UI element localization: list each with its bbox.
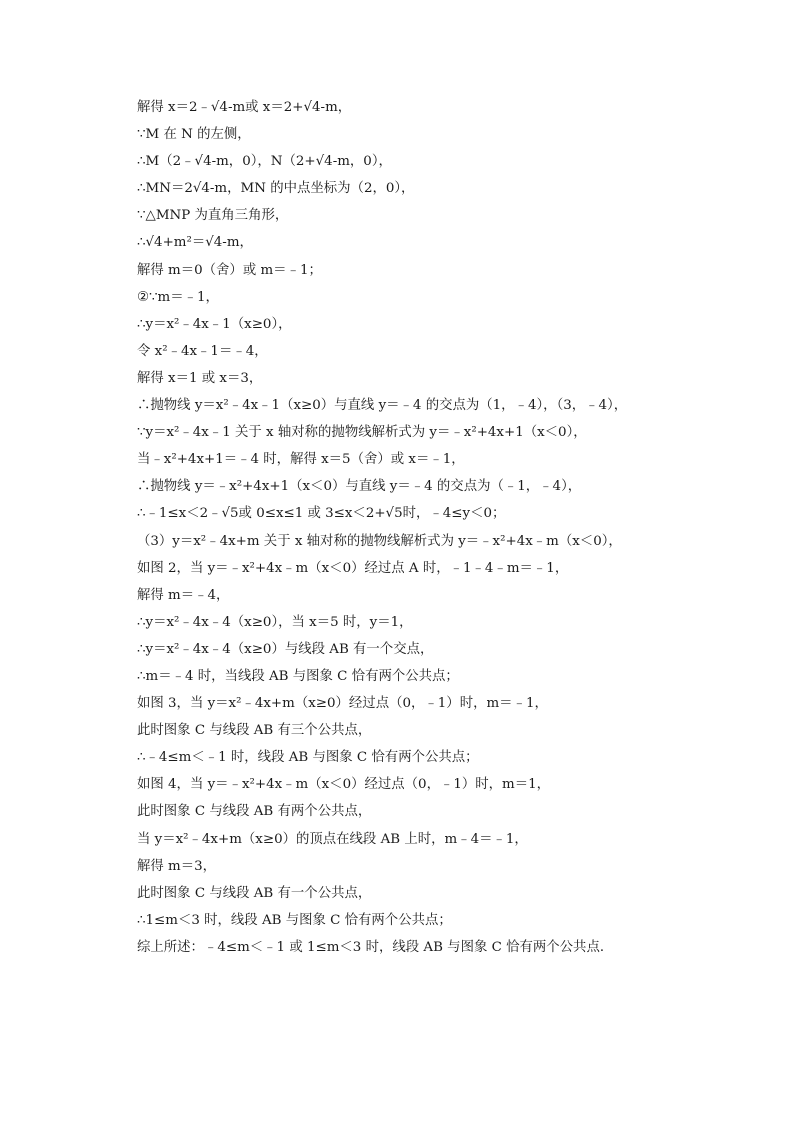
text-line: 令 x²﹣4x﹣1＝﹣4， xyxy=(137,343,268,359)
text-line: 如图 2，当 y＝﹣x²+4x﹣m（x＜0）经过点 A 时，﹣1﹣4﹣m＝﹣1， xyxy=(137,560,569,576)
text-line: 解得 x＝2﹣√4-m或 x＝2+√4-m， xyxy=(137,100,352,115)
text-line: ∴M（2﹣√4-m，0），N（2+√4-m，0）， xyxy=(137,154,392,170)
text-line: 此时图象 C 与线段 AB 有两个公共点， xyxy=(137,804,372,820)
text-line: 如图 4，当 y＝﹣x²+4x﹣m（x＜0）经过点（0，﹣1）时，m＝1， xyxy=(137,777,551,793)
text-line: ∴y＝x²﹣4x﹣4（x≥0），当 x＝5 时，y＝1， xyxy=(137,614,413,630)
text-line: （3）y＝x²﹣4x+m 关于 x 轴对称的抛物线解析式为 y＝﹣x²+4x﹣m（x＜0）， xyxy=(137,533,622,549)
text-line: ∴﹣4≤m＜﹣1 时，线段 AB 与图象 C 恰有两个公共点； xyxy=(137,750,479,766)
text-line: 此时图象 C 与线段 AB 有三个公共点， xyxy=(137,723,372,739)
text-line: ∴y＝x²﹣4x﹣1（x≥0）， xyxy=(137,316,292,332)
text-line: ∴m＝﹣4 时，当线段 AB 与图象 C 恰有两个公共点； xyxy=(137,668,459,684)
text-line: ∴抛物线 y＝﹣x²+4x+1（x＜0）与直线 y＝﹣4 的交点为（﹣1，﹣4）， xyxy=(137,479,582,495)
text-line: ∵y＝x²﹣4x﹣1 关于 x 轴对称的抛物线解析式为 y＝﹣x²+4x+1（x＜0）， xyxy=(137,425,587,441)
text-line: 当﹣x²+4x+1＝﹣4 时，解得 x＝5（舍）或 x＝﹣1， xyxy=(137,452,465,468)
text-line: ∴√4+m²＝√4-m， xyxy=(137,235,253,251)
text-line: 如图 3，当 y＝x²﹣4x+m（x≥0）经过点（0，﹣1）时，m＝﹣1， xyxy=(137,696,548,712)
text-line: 当 y＝x²﹣4x+m（x≥0）的顶点在线段 AB 上时，m﹣4＝﹣1， xyxy=(137,831,528,847)
text-line: ∴抛物线 y＝x²﹣4x﹣1（x≥0）与直线 y＝﹣4 的交点为（1，﹣4），（3，﹣4）， xyxy=(137,398,628,414)
text-line: ∵△MNP 为直角三角形， xyxy=(137,208,289,224)
text-line: ∴MN＝2√4-m，MN 的中点坐标为（2，0）， xyxy=(137,181,415,197)
text-line: ∴﹣1≤x＜2﹣√5或 0≤x≤1 或 3≤x＜2+√5时，﹣4≤y＜0； xyxy=(137,506,506,522)
text-line: ②∵m＝﹣1， xyxy=(137,289,219,305)
text-line: 此时图象 C 与线段 AB 有一个公共点， xyxy=(137,885,372,901)
text-line: 解得 m＝0（舍）或 m＝﹣1； xyxy=(137,262,322,278)
solution-text xyxy=(137,94,767,961)
text-line: ∴y＝x²﹣4x﹣4（x≥0）与线段 AB 有一个交点， xyxy=(137,641,434,657)
text-line: ∵M 在 N 的左侧， xyxy=(137,127,251,143)
text-line: 综上所述：﹣4≤m＜﹣1 或 1≤m＜3 时，线段 AB 与图象 C 恰有两个公共点． xyxy=(137,939,614,955)
text-line: ∴1≤m＜3 时，线段 AB 与图象 C 恰有两个公共点； xyxy=(137,912,452,928)
text-line: 解得 x＝1 或 x＝3， xyxy=(137,370,263,386)
text-line: 解得 m＝﹣4， xyxy=(137,587,230,603)
text-line: 解得 m＝3， xyxy=(137,858,217,874)
